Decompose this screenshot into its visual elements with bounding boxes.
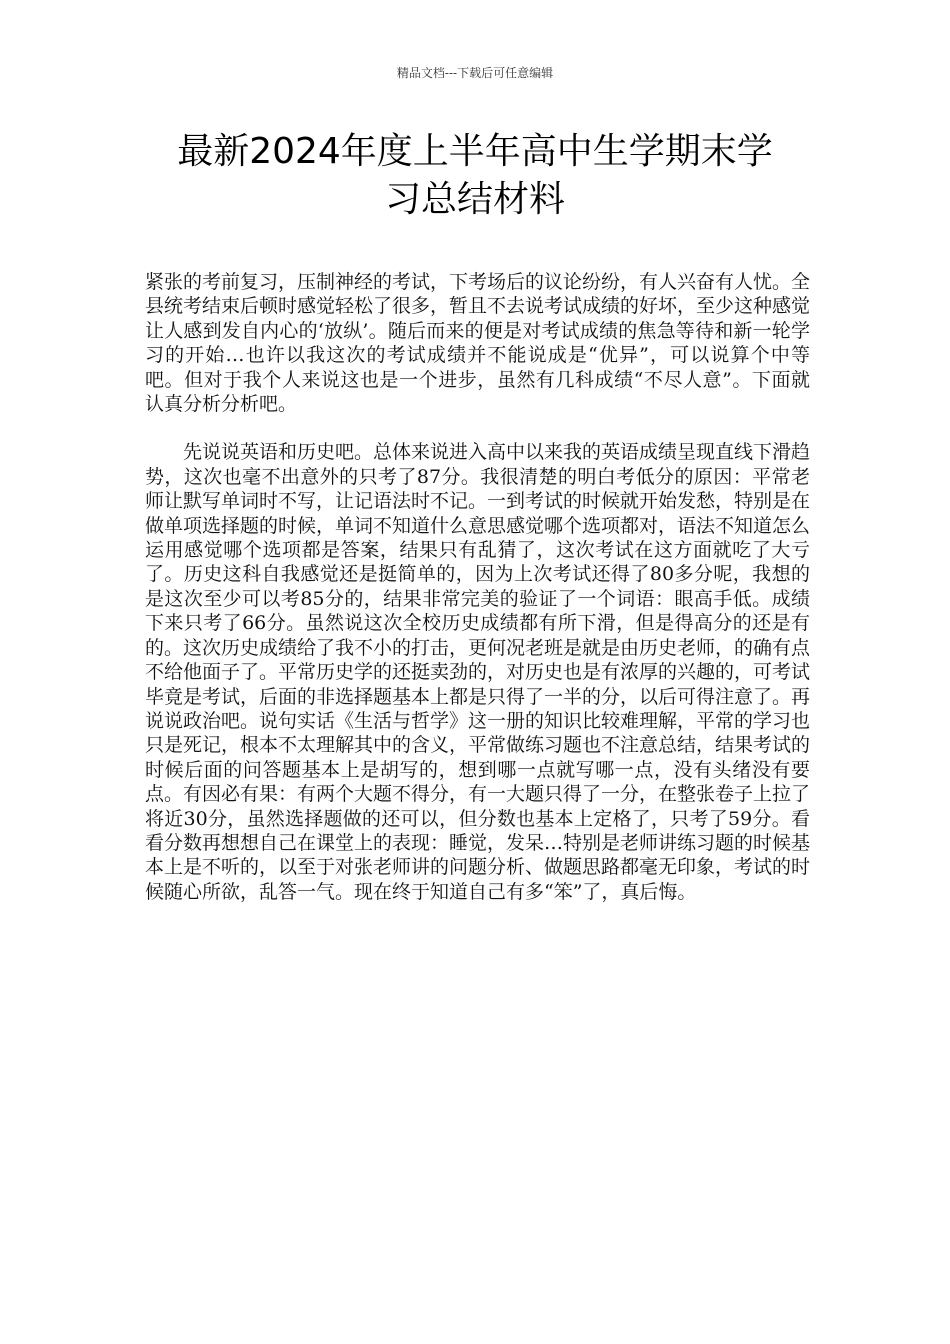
title-line-1: 最新2024年度上半年高中生学期末学: [177, 131, 773, 172]
paragraph-intro: 紧张的考前复习，压制神经的考试，下考场后的议论纷纷，有人兴奋有人忧。全县统考结束后顿时感觉轻松了很多，暂且不去说考试成绩的好坏，至少这种感觉让人感到发自内心的‘放纵’。随后而来的便是对考试成绩的焦急等待和新一轮学习的开始…也许以我这次的考试成绩并不能说成是“优异”，可以说算个中等吧。但对于我个人来说这也是一个进步，虽然有几科成绩“不尽人意”。下面就认真分析分析吧。: [145, 271, 811, 416]
document-body: [145, 270, 810, 904]
document-title: [140, 128, 810, 224]
title-line-2: 习总结材料: [384, 179, 565, 220]
page-header: 精品文档---下载后可任意编辑: [396, 66, 554, 80]
paragraph-subjects: 先说说英语和历史吧。总体来说进入高中以来我的英语成绩呈现直线下滑趋势，这次也毫不出意外的只考了87分。我很清楚的明白考低分的原因：平常老师让默写单词时不写，让记语法时不记。一到考试的时候就开始发愁，特别是在做单项选择题的时候，单词不知道什么意思感觉哪个选项都对，语法不知道怎么运用感觉哪个选项都是答案，结果只有乱猜了，这次考试在这方面就吃了大亏了。历史这科自我感觉还是挺简单的，因为上次考试还得了80多分呢，我想的是这次至少可以考85分的，结果非常完美的验证了一个词语：眼高手低。成绩下来只考了66分。虽然说这次全校历史成绩都有所下滑，但是得高分的还是有的。这次历史成绩给了我不小的打击，更何况老班是就是由历史老师，的确有点不给他面子了。平常历史学的还挺卖劲的，对历史也是有浓厚的兴趣的，可考试毕竟是考试，后面的非选择题基本上都是只得了一半的分，以后可得注意了。再说说政治吧。说句实话《生活与哲学》这一册的知识比较难理解，平常的学习也只是死记，根本不太理解其中的含义，平常做练习题也不注意总结，结果考试的时候后面的问答题基本上是胡写的，想到哪一点就写哪一点，没有头绪没有要点。有因必有果：有两个大题不得分，有一大题只得了一分，在整张卷子上拉了将近30分，虽然选择题做的还可以，但分数也基本上定格了，只考了59分。看看分数再想想自己在课堂上的表现：睡觉，发呆…特别是老师讲练习题的时候基本上是不听的，以至于对张老师讲的问题分析、做题思路都毫无印象，考试的时候随心所欲，乱答一气。现在终于知道自己有多“笨”了，真后悔。: [145, 441, 811, 903]
